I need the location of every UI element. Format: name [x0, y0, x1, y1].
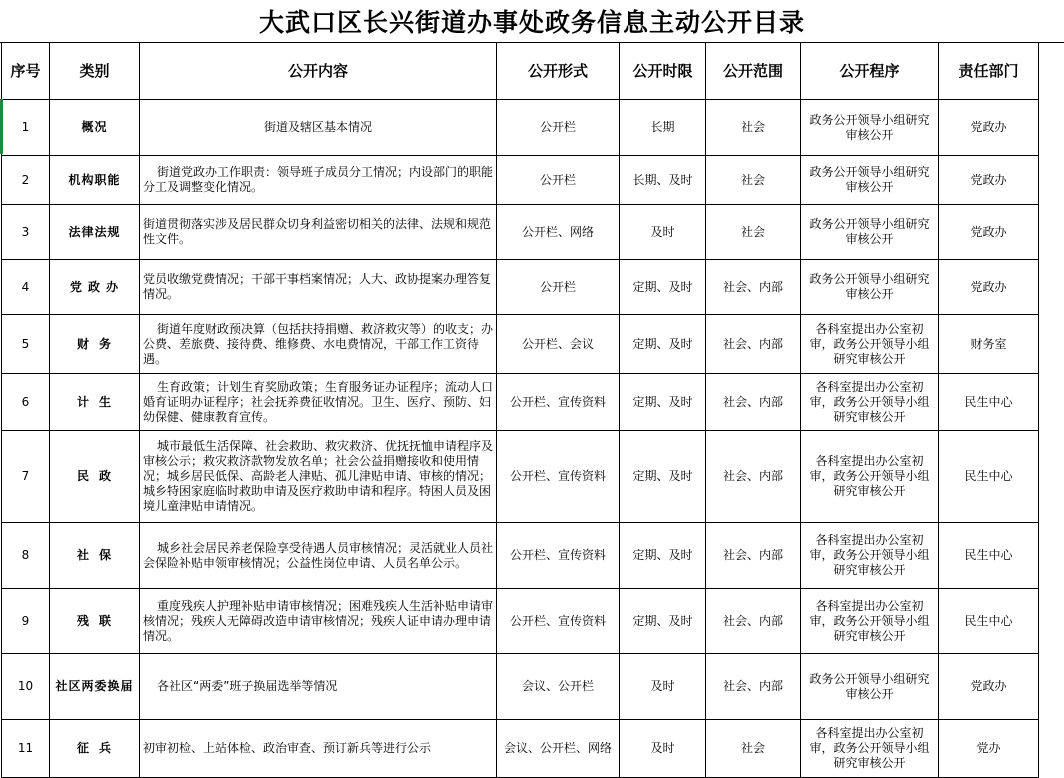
- cell-category[interactable]: 民政: [50, 431, 140, 523]
- cell-form[interactable]: 会议、公开栏、网络: [497, 720, 620, 778]
- cell-scope[interactable]: 社会: [706, 720, 801, 778]
- cell-no[interactable]: 9: [2, 589, 50, 654]
- cell-scope[interactable]: 社会、内部: [706, 260, 801, 315]
- cell-content[interactable]: 重度残疾人护理补贴申请审核情况；困难残疾人生活补贴申请审核情况；残疾人无障碍改造申请审核情况；残疾人证申请办理申请情况。: [140, 589, 497, 654]
- cell-time-limit[interactable]: 定期、及时: [620, 315, 706, 374]
- cell-scope[interactable]: 社会、内部: [706, 654, 801, 720]
- cell-scope[interactable]: 社会、内部: [706, 374, 801, 431]
- cell-procedure[interactable]: 各科室提出办公室初审，政务公开领导小组研究审核公开: [801, 374, 939, 431]
- table-row: [2, 374, 1039, 431]
- cell-scope[interactable]: 社会、内部: [706, 315, 801, 374]
- cell-form[interactable]: 公开栏、宣传资料: [497, 523, 620, 589]
- cell-procedure[interactable]: 政务公开领导小组研究审核公开: [801, 205, 939, 260]
- cell-scope[interactable]: 社会、内部: [706, 523, 801, 589]
- cell-content[interactable]: 生育政策；计划生育奖励政策；生育服务证办证程序；流动人口婚育证明办证程序；社会抚养费征收情况。卫生、医疗、预防、妇幼保健、健康教育宣传。: [140, 374, 497, 431]
- cell-procedure[interactable]: 政务公开领导小组研究审核公开: [801, 260, 939, 315]
- cell-content[interactable]: 街道年度财政预决算（包括扶持捐赠、救济救灾等）的收支；办公费、差旅费、接待费、维修费、水电费情况，干部工作工资待遇。: [140, 315, 497, 374]
- cell-form[interactable]: 公开栏、网络: [497, 205, 620, 260]
- cell-content[interactable]: 初审初检、上站体检、政治审查、预订新兵等进行公示: [140, 720, 497, 778]
- cell-procedure[interactable]: 政务公开领导小组研究审核公开: [801, 156, 939, 205]
- cell-category[interactable]: 机构职能: [50, 156, 140, 205]
- cell-time-limit[interactable]: 及时: [620, 654, 706, 720]
- table-row: [2, 431, 1039, 523]
- cell-content[interactable]: 街道及辖区基本情况: [140, 100, 497, 156]
- table-row: [2, 589, 1039, 654]
- cell-content[interactable]: 街道贯彻落实涉及居民群众切身利益密切相关的法律、法规和规范性文件。: [140, 205, 497, 260]
- cell-time-limit[interactable]: 定期、及时: [620, 260, 706, 315]
- cell-no[interactable]: 2: [2, 156, 50, 205]
- cell-department[interactable]: 党政办: [939, 205, 1039, 260]
- cell-department[interactable]: 民生中心: [939, 523, 1039, 589]
- cell-time-limit[interactable]: 长期、及时: [620, 156, 706, 205]
- cell-procedure[interactable]: 政务公开领导小组研究审核公开: [801, 100, 939, 156]
- cell-time-limit[interactable]: 定期、及时: [620, 431, 706, 523]
- cell-department[interactable]: 财务室: [939, 315, 1039, 374]
- cell-scope[interactable]: 社会: [706, 156, 801, 205]
- cell-no[interactable]: 5: [2, 315, 50, 374]
- cell-scope[interactable]: 社会: [706, 100, 801, 156]
- header-content: 公开内容: [140, 43, 497, 100]
- cell-no[interactable]: 10: [2, 654, 50, 720]
- cell-no[interactable]: 4: [2, 260, 50, 315]
- cell-department[interactable]: 民生中心: [939, 374, 1039, 431]
- header-department: 责任部门: [939, 43, 1039, 100]
- cell-form[interactable]: 公开栏: [497, 260, 620, 315]
- table-row: [2, 260, 1039, 315]
- disclosure-table: [1, 42, 1039, 778]
- cell-form[interactable]: 公开栏、会议: [497, 315, 620, 374]
- cell-category[interactable]: 社区两委换届: [50, 654, 140, 720]
- cell-scope[interactable]: 社会、内部: [706, 589, 801, 654]
- cell-category[interactable]: 计生: [50, 374, 140, 431]
- table-row: [2, 523, 1039, 589]
- cell-content[interactable]: 城乡社会居民养老保险享受待遇人员审核情况；灵活就业人员社会保险补贴申领审核情况；公益性岗位申请、人员名单公示。: [140, 523, 497, 589]
- cell-procedure[interactable]: 各科室提出办公室初审，政务公开领导小组研究审核公开: [801, 315, 939, 374]
- cell-procedure[interactable]: 各科室提出办公室初审，政务公开领导小组研究审核公开: [801, 431, 939, 523]
- cell-department[interactable]: 民生中心: [939, 431, 1039, 523]
- table-row: [2, 315, 1039, 374]
- table-row: [2, 720, 1039, 778]
- cell-procedure[interactable]: 各科室提出办公室初审，政务公开领导小组研究审核公开: [801, 589, 939, 654]
- header-row: [2, 43, 1039, 100]
- cell-category[interactable]: 社保: [50, 523, 140, 589]
- cell-time-limit[interactable]: 定期、及时: [620, 589, 706, 654]
- cell-procedure[interactable]: 各科室提出办公室初审，政务公开领导小组研究审核公开: [801, 720, 939, 778]
- cell-category[interactable]: 党 政 办: [50, 260, 140, 315]
- header-time-limit: 公开时限: [620, 43, 706, 100]
- cell-no[interactable]: 6: [2, 374, 50, 431]
- cell-category[interactable]: 概况: [50, 100, 140, 156]
- table-row: [2, 205, 1039, 260]
- cell-category[interactable]: 财务: [50, 315, 140, 374]
- cell-time-limit[interactable]: 定期、及时: [620, 523, 706, 589]
- cell-content[interactable]: 城市最低生活保障、社会救助、救灾救济、优抚抚恤申请程序及审核公示；救灾救济款物发放名单；社会公益捐赠接收和使用情况；城乡居民低保、高龄老人津贴、孤儿津贴申请、审核的情况；城乡特困家庭临时救助申请及医疗救助申请和程序。特困人员及困境儿童津贴申请情况。: [140, 431, 497, 523]
- cell-department[interactable]: 党政办: [939, 100, 1039, 156]
- header-form: 公开形式: [497, 43, 620, 100]
- header-scope: 公开范围: [706, 43, 801, 100]
- table-row: [2, 100, 1039, 156]
- cell-content[interactable]: 各社区“两委”班子换届选举等情况: [140, 654, 497, 720]
- cell-department[interactable]: 党政办: [939, 156, 1039, 205]
- cell-no[interactable]: 11: [2, 720, 50, 778]
- cell-category[interactable]: 残联: [50, 589, 140, 654]
- cell-content[interactable]: 街道党政办工作职责：领导班子成员分工情况；内设部门的职能分工及调整变化情况。: [140, 156, 497, 205]
- cell-scope[interactable]: 社会: [706, 205, 801, 260]
- page-title: 大武口区长兴街道办事处政务信息主动公开目录: [0, 0, 1064, 43]
- cell-department[interactable]: 党办: [939, 720, 1039, 778]
- cell-department[interactable]: 民生中心: [939, 589, 1039, 654]
- cell-category[interactable]: 法律法规: [50, 205, 140, 260]
- cell-scope[interactable]: 社会、内部: [706, 431, 801, 523]
- cell-no[interactable]: 3: [2, 205, 50, 260]
- cell-procedure[interactable]: 各科室提出办公室初审，政务公开领导小组研究审核公开: [801, 523, 939, 589]
- cell-procedure[interactable]: 政务公开领导小组研究审核公开: [801, 654, 939, 720]
- table-row: [2, 156, 1039, 205]
- cell-content[interactable]: 党员收缴党费情况；干部干事档案情况；人大、政协提案办理答复情况。: [140, 260, 497, 315]
- cell-form[interactable]: 公开栏、宣传资料: [497, 431, 620, 523]
- cell-time-limit[interactable]: 定期、及时: [620, 374, 706, 431]
- cell-form[interactable]: 会议、公开栏: [497, 654, 620, 720]
- cell-department[interactable]: 党政办: [939, 260, 1039, 315]
- selection-indicator: [0, 99, 3, 154]
- cell-form[interactable]: 公开栏: [497, 100, 620, 156]
- cell-department[interactable]: 党政办: [939, 654, 1039, 720]
- header-procedure: 公开程序: [801, 43, 939, 100]
- cell-form[interactable]: 公开栏: [497, 156, 620, 205]
- cell-no[interactable]: 8: [2, 523, 50, 589]
- cell-form[interactable]: 公开栏、宣传资料: [497, 374, 620, 431]
- cell-no[interactable]: 1: [2, 100, 50, 156]
- header-no: 序号: [2, 43, 50, 100]
- header-category: 类别: [50, 43, 140, 100]
- table-row: [2, 654, 1039, 720]
- cell-category[interactable]: 征兵: [50, 720, 140, 778]
- cell-form[interactable]: 公开栏、宣传资料: [497, 589, 620, 654]
- cell-no[interactable]: 7: [2, 431, 50, 523]
- cell-time-limit[interactable]: 长期: [620, 100, 706, 156]
- cell-time-limit[interactable]: 及时: [620, 720, 706, 778]
- cell-time-limit[interactable]: 及时: [620, 205, 706, 260]
